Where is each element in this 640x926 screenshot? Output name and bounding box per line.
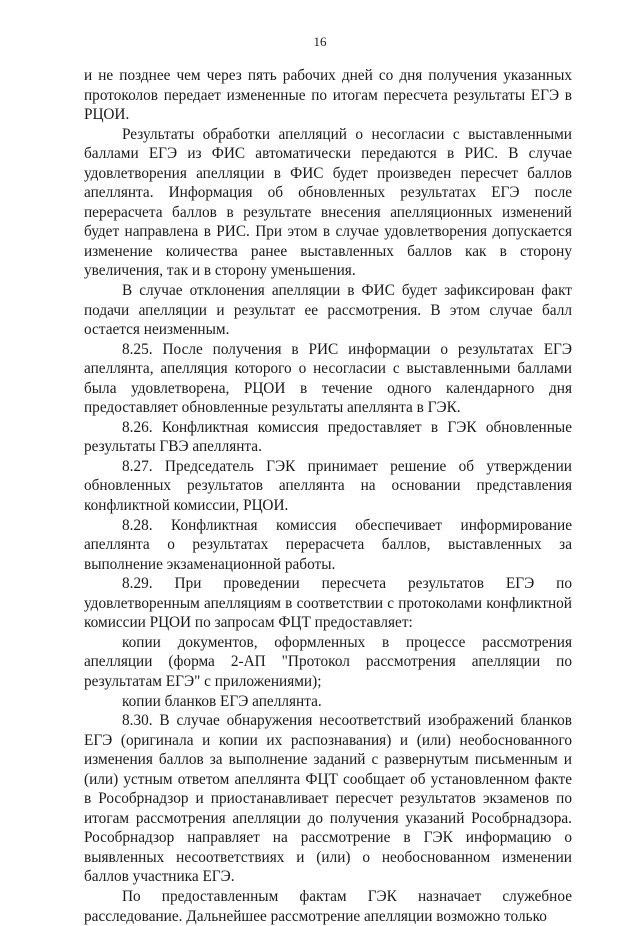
document-body [84, 66, 572, 926]
paragraph-8-30: 8.30. В случае обнаружения несоответствий изображений бланков ЕГЭ (оригинала и копии их распознавания) и (или) необоснованного изменения баллов за выполнение заданий с развернутым письменным и (или) устным ответом апеллянта ФЦТ сообщает об установленном факте в Рособрнадзор и приостанавливает пересчет результатов экзаменов по итогам рассмотрения апелляции до получения указаний Рособрнадзора. Рособрнадзор направляет на рассмотрение в ГЭК информацию о выявленных несоответствиях и (или) о необоснованном изменении баллов участника ЕГЭ. [84, 712, 572, 886]
paragraph-8-25: 8.25. После получения в РИС информации о результатах ЕГЭ апеллянта, апелляция которого о несогласии с выставленными баллами была удовлетворена, РЦОИ в течение одного календарного дня предоставляет обновленные результаты апеллянта в ГЭК. [84, 340, 572, 417]
paragraph-appeal-results-transfer: Результаты обработки апелляций о несогласии с выставленными баллами ЕГЭ из ФИС автоматически передаются в РИС. В случае удовлетворения апелляции в ФИС будет произведен пересчет баллов апеллянта. Информация об обновленных результатах ЕГЭ после перерасчета баллов в результате внесения апелляционных изменений будет направлена в РИС. При этом в случае удовлетворения допускается изменение количества ранее выставленных баллов как в сторону увеличения, так и в сторону уменьшения. [84, 125, 572, 280]
paragraph-continuation: и не позднее чем через пять рабочих дней со дня получения указанных протоколов передает измененные по итогам пересчета результаты ЕГЭ в РЦОИ. [84, 67, 572, 124]
paragraph-8-26: 8.26. Конфликтная комиссия предоставляет в ГЭК обновленные результаты ГВЭ апеллянта. [84, 418, 572, 456]
page-number: 16 [313, 34, 327, 49]
paragraph-appeal-rejection: В случае отклонения апелляции в ФИС будет зафиксирован факт подачи апелляции и результат ее рассмотрения. В этом случае балл остается неизменным. [84, 282, 572, 339]
paragraph-investigation: По предоставленным фактам ГЭК назначает служебное расследование. Дальнейшее рассмотрение апелляции возможно только [84, 887, 572, 925]
paragraph-8-29: 8.29. При проведении пересчета результатов ЕГЭ по удовлетворенным апелляциям в соответствии с протоколами конфликтной комиссии РЦОИ по запросам ФЦТ предоставляет: [84, 575, 572, 632]
paragraph-document-copies: копии документов, оформленных в процессе рассмотрения апелляции (форма 2-АП "Протокол рассмотрения апелляции по результатам ЕГЭ" с приложениями); [84, 633, 572, 690]
paragraph-8-28: 8.28. Конфликтная комиссия обеспечивает информирование апеллянта о результатах перерасчета баллов, выставленных за выполнение экзаменационной работы. [84, 516, 572, 573]
paragraph-form-copies: копии бланков ЕГЭ апеллянта. [122, 692, 322, 710]
paragraph-8-27: 8.27. Председатель ГЭК принимает решение об утверждении обновленных результатов апеллянта на основании представления конфликтной комиссии, РЦОИ. [84, 457, 572, 515]
